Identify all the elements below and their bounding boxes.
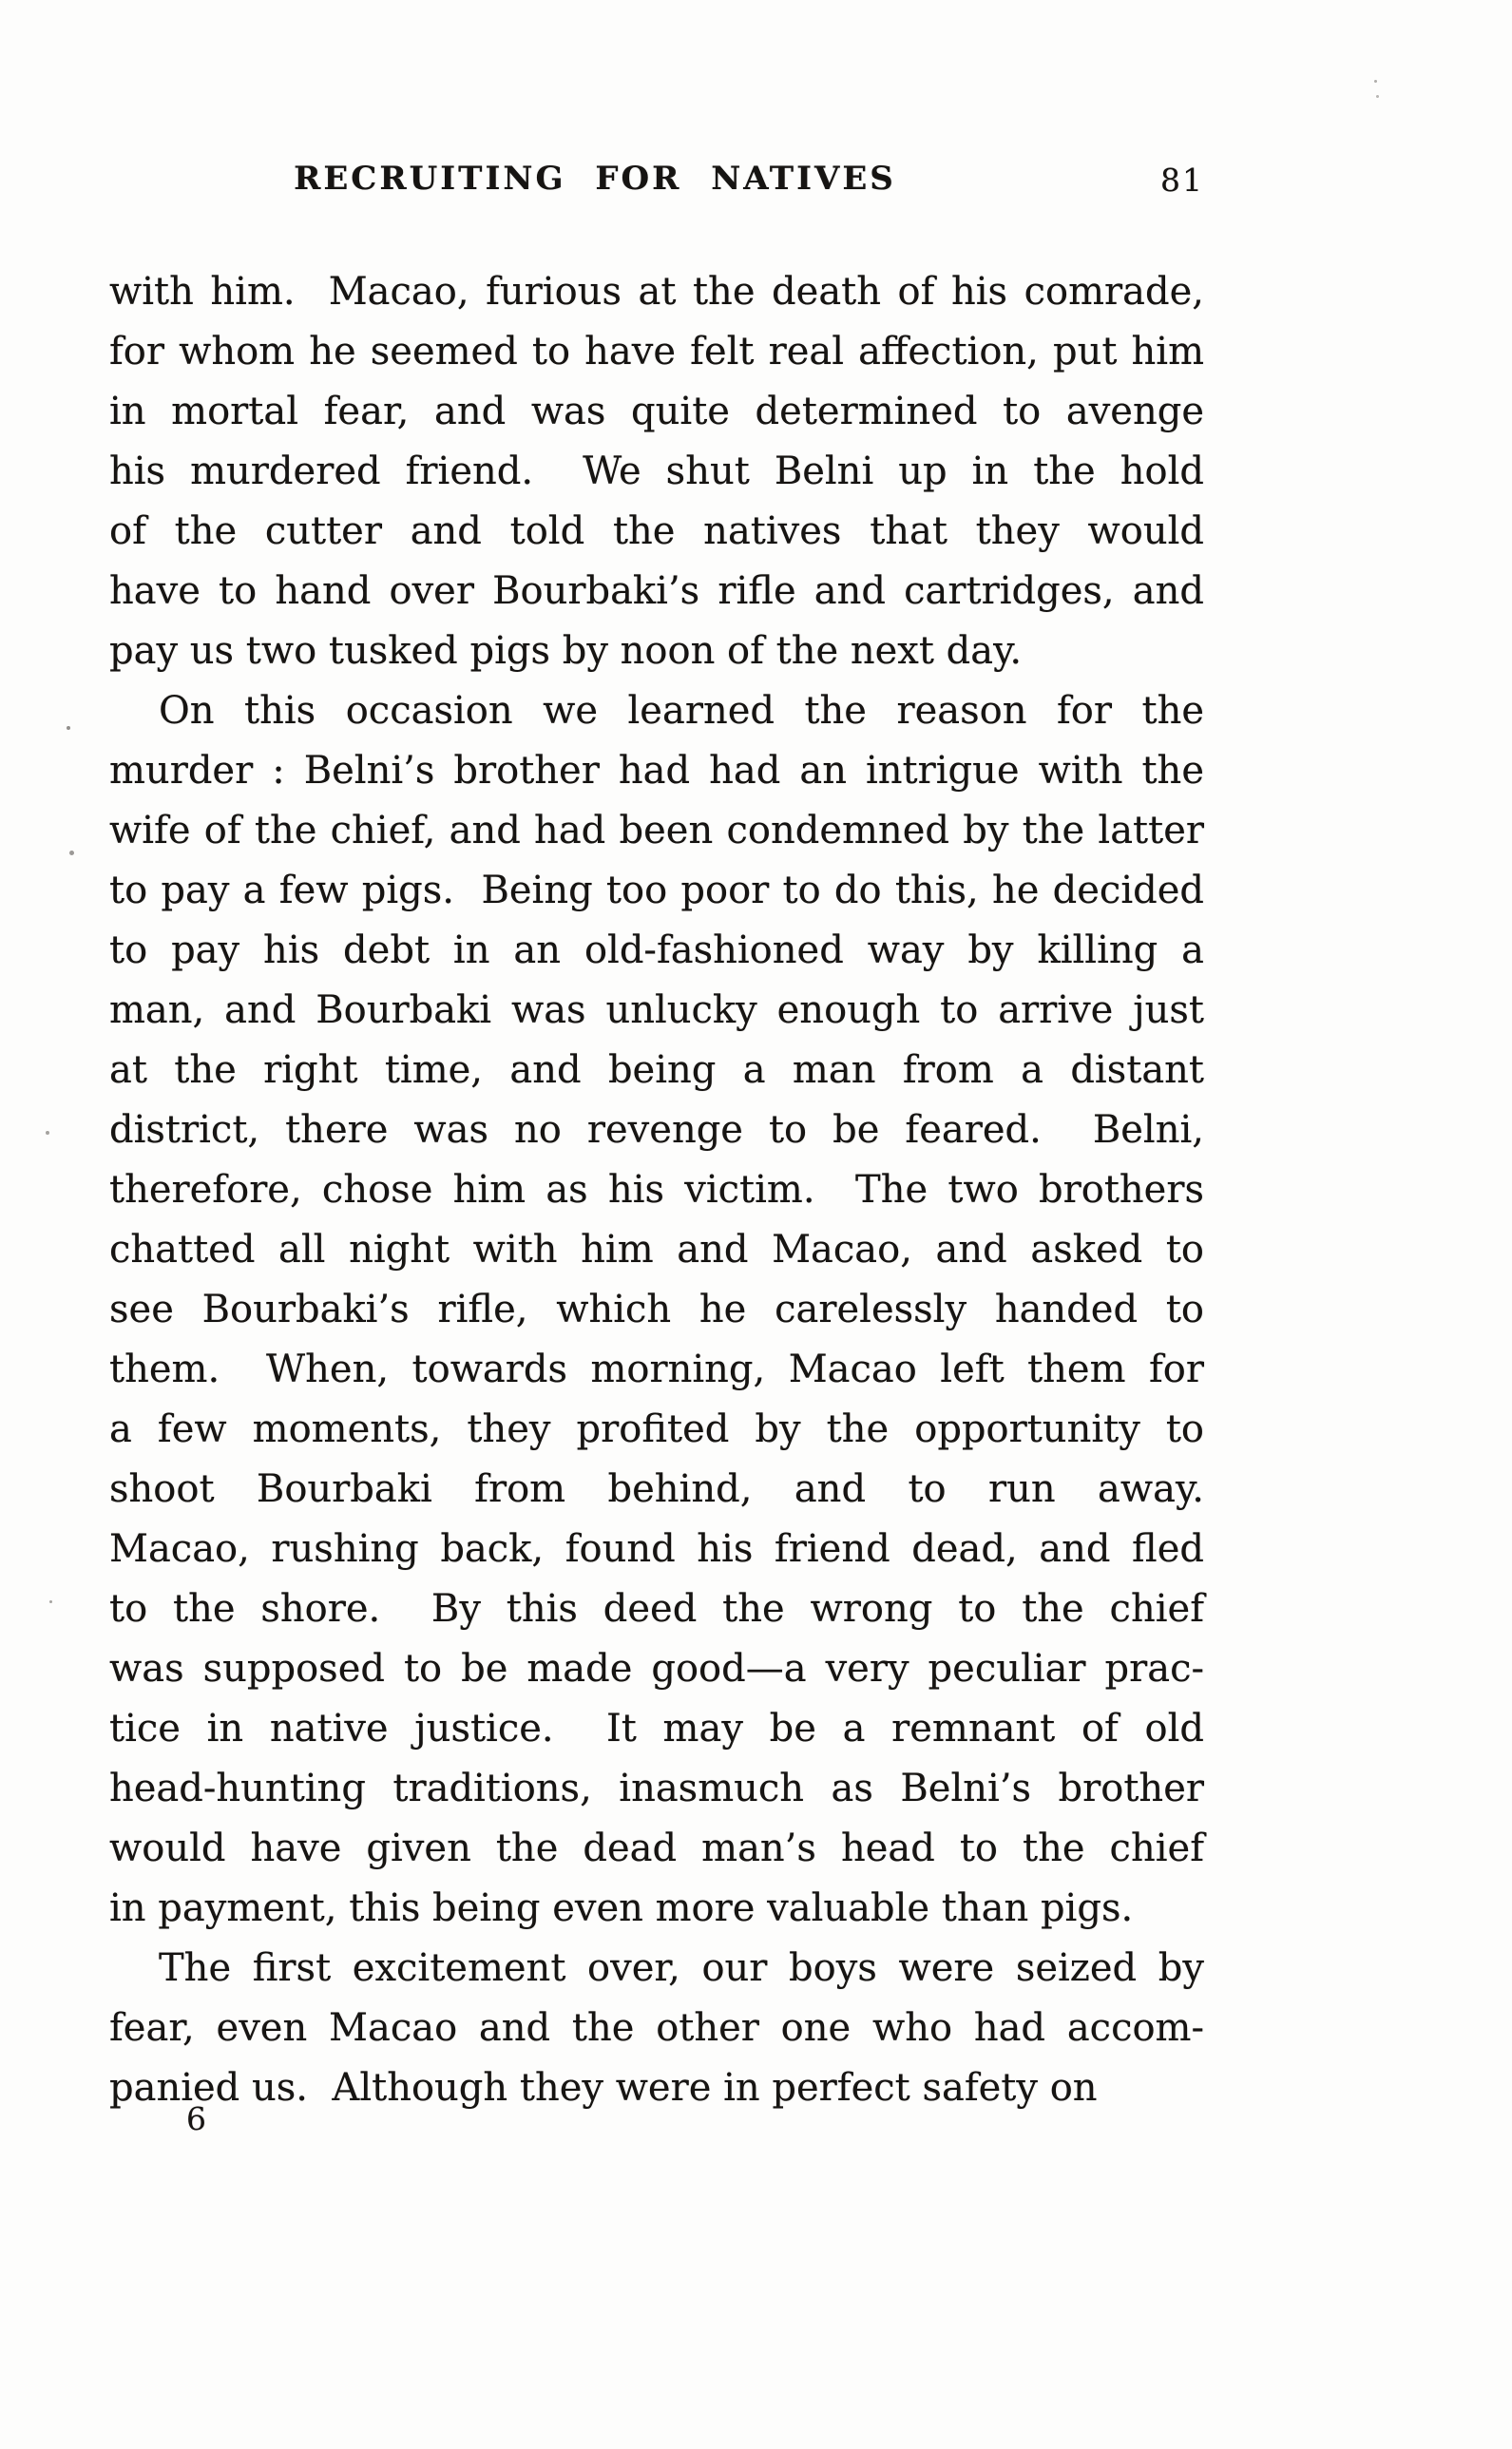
text-line: On this occasion we learned the reason for the xyxy=(159,689,1204,733)
text-line: in payment, this being even more valuable than pigs. xyxy=(109,1886,1134,1930)
text-line: Macao, rushing back, found his friend dead, and fled xyxy=(109,1527,1204,1571)
text-line: to pay a few pigs. Being too poor to do this, he decided xyxy=(109,869,1204,912)
text-line: them. When, towards morning, Macao left them for xyxy=(109,1348,1204,1391)
text-line: wife of the chief, and had been condemned by the latter xyxy=(109,809,1204,852)
text-line: The first excitement over, our boys were seized by xyxy=(159,1946,1204,1990)
text-line: chatted all night with him and Macao, and asked to xyxy=(109,1228,1204,1272)
text-line: for whom he seemed to have felt real affection, put him xyxy=(109,330,1204,373)
scan-speck xyxy=(46,1131,49,1135)
text-line: see Bourbaki’s rifle, which he carelessly handed to xyxy=(109,1288,1204,1331)
text-line: man, and Bourbaki was unlucky enough to arrive just xyxy=(109,988,1204,1032)
text-line: tice in native justice. It may be a remnant of old xyxy=(109,1707,1204,1751)
text-line: at the right time, and being a man from a distant xyxy=(109,1048,1204,1092)
text-line: to pay his debt in an old-fashioned way by killing a xyxy=(109,928,1204,972)
scan-speck xyxy=(67,726,70,730)
text-line: have to hand over Bourbaki’s rifle and cartridges, and xyxy=(109,569,1204,613)
text-line: in mortal fear, and was quite determined to avenge xyxy=(109,390,1204,433)
text-line: shoot Bourbaki from behind, and to run away. xyxy=(109,1467,1204,1511)
scan-speck xyxy=(69,851,74,855)
text-line: murder : Belni’s brother had had an intrigue with the xyxy=(109,749,1204,793)
text-line: fear, even Macao and the other one who had accom- xyxy=(109,2006,1204,2050)
running-head xyxy=(109,160,1204,201)
scan-speck xyxy=(1376,95,1379,98)
text-line: head-hunting traditions, inasmuch as Belni’s brother xyxy=(109,1767,1204,1810)
body-text xyxy=(109,262,1204,2118)
text-line: would have given the dead man’s head to the chief xyxy=(109,1827,1204,1870)
text-line: his murdered friend. We shut Belni up in the hold xyxy=(109,450,1204,493)
text-line: therefore, chose him as his victim. The two brothers xyxy=(109,1168,1204,1212)
text-line: to the shore. By this deed the wrong to the chief xyxy=(109,1587,1204,1631)
text-line: district, there was no revenge to be feared. Belni, xyxy=(109,1108,1204,1152)
scan-speck xyxy=(1374,80,1377,83)
text-line: panied us. Although they were in perfect safety on xyxy=(109,2066,1098,2110)
signature-mark: 6 xyxy=(186,2100,206,2137)
page-title: RECRUITING FOR NATIVES xyxy=(294,160,896,198)
scan-speck xyxy=(49,1600,52,1603)
text-line: with him. Macao, furious at the death of his comrade, xyxy=(109,270,1204,314)
page-number: 81 xyxy=(1160,162,1204,199)
text-line: was supposed to be made good—a very peculiar prac- xyxy=(109,1647,1204,1691)
text-line: a few moments, they profited by the opportunity to xyxy=(109,1407,1204,1451)
text-line: of the cutter and told the natives that they would xyxy=(109,509,1204,553)
text-line: pay us two tusked pigs by noon of the next day. xyxy=(109,629,1023,673)
